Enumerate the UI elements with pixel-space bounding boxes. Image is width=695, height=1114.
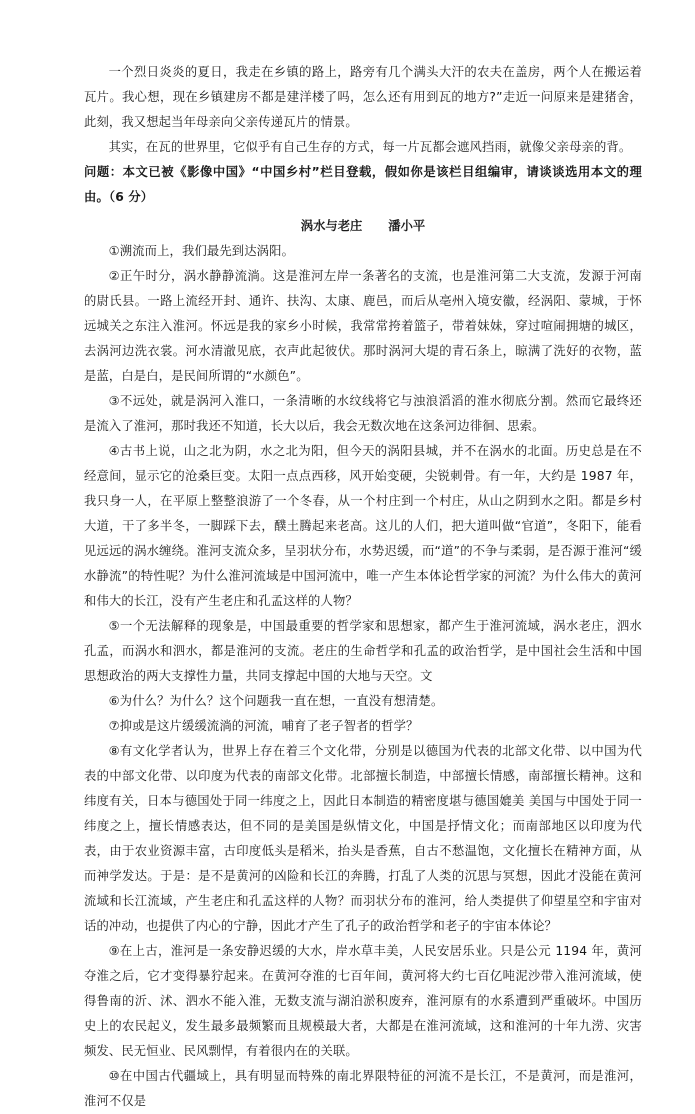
document-page [84, 60, 642, 1114]
article-paragraph-5: ⑤一个无法解释的现象是，中国最重要的哲学家和思想家，都产生于淮河流域，涡水老庄，泗水孔孟，而涡水和泗水，都是淮河的支流。老庄的生命哲学和孔孟的政治哲学，是中国社会生活和中国思想政治的两大支撑性力量，共同支撑起中国的大地与天空。文 [84, 619, 642, 683]
article-paragraph-6: ⑥为什么？为什么？这个问题我一直在想，一直没有想清楚。 [108, 694, 444, 708]
question-text: 问题：本文已被《影像中国》“中国乡村”栏目登载，假如你是该栏目组编审，请谈谈选用本文的理由。（6 分） [84, 165, 642, 204]
article-paragraph-2: ②正午时分，涡水静静流淌。这是淮河左岸一条著名的支流，也是淮河第二大支流，发源于河南的尉氏县。一路上流经开封、通许、扶沟、太康、鹿邑，而后从亳州入境安徽，经涡阳、蒙城，于怀远城关之东注入淮河。怀远是我的家乡小时候，我常常挎着篮子，带着妹妹，穿过喧闹拥塘的城区，去涡河边洗衣裳。河水清澈见底，衣声此起彼伏。那时涡河大堤的青石条上，晾满了洗好的衣物，蓝是蓝，白是白，是民间所谓的“水颜色”。 [84, 269, 642, 383]
intro-paragraph-2: 其实，在瓦的世界里，它似乎有自己生存的方式，每一片瓦都会遮风挡雨，就像父亲母亲的背。 [108, 140, 632, 154]
article-paragraph-9: ⑨在上古，淮河是一条安静迟缓的大水，岸水草丰美，人民安居乐业。只是公元 1194 年，黄河夺淮之后，它才变得暴狞起来。在黄河夺淮的七百年间，黄河将大约七百亿吨泥沙带入淮河流域，使得鲁南的沂、沭、泗水不能入淮，无数支流与湖泊淤积废弃，淮河原有的水系遭到严重破坏。中国历史上的农民起义，发生最多最频繁而且规模最大者，大都是在淮河流域，这和淮河的十年九涝、灾害频发、民无恒业、民风剽悍，有着很内在的关联。 [84, 944, 642, 1058]
article-paragraph-4: ④古书上说，山之北为阴，水之北为阳，但今天的涡阳县城，并不在涡水的北面。历史总是在不经意间，显示它的沧桑巨变。太阳一点点西移，风开始变硬，尖锐刺骨。有一年，大约是 1987 年，我只身一人，在平原上整整浪游了一个冬春，从一个村庄到一个村庄，从山之阴到水之阳。都是乡村大道，干了多半冬，一脚踩下去，醭土腾起来老高。这儿的人们，把大道叫做“官道”，冬阳下，能看见远远的涡水缠绕。淮河支流众多，呈羽状分布，水势迟缓，而“道”的不争与柔弱，是否源于淮河“缓水静流”的特性呢？为什么淮河流域是中国河流中，唯一产生本体论哲学家的河流？为什么伟大的黄河和伟大的长江，没有产生老庄和孔孟这样的人物？ [84, 444, 642, 608]
article-paragraph-10: ⑩在中国古代疆域上，具有明显而特殊的南北界限特征的河流不是长江，不是黄河，而是淮河，淮河不仅是 [84, 1069, 642, 1108]
article-paragraph-1: ①溯流而上，我们最先到达涡阳。 [108, 244, 295, 258]
article-heading [84, 214, 642, 239]
article-paragraph-7: ⑦抑或是这片缓缓流淌的河流，哺育了老子智者的哲学？ [108, 719, 419, 733]
article-author: 潘小平 [388, 219, 426, 233]
article-title: 涡水与老庄 [300, 219, 363, 233]
intro-paragraph-1: 一个烈日炎炎的夏日，我走在乡镇的路上，路旁有几个满头大汗的农夫在盖房，两个人在搬运着瓦片。我心想，现在乡镇建房不都是建洋楼了吗，怎么还有用到瓦的地方?”走近一问原来是建猪舍，此刻，我又想起当年母亲向父亲传递瓦片的情景。 [84, 65, 642, 129]
article-paragraph-8: ⑧有文化学者认为，世界上存在着三个文化带，分别是以德国为代表的北部文化带、以中国为代表的中部文化带、以印度为代表的南部文化带。北部擅长制造，中部擅长情感，南部擅长精神。这和纬度有关，日本与德国处于同一纬度之上，因此日本制造的精密度堪与德国媲美 美国与中国处于同一纬度之上，擅长情感表达，但不同的是美国是纵情文化，中国是抒情文化；而南部地区以印度为代表，由于农业资源丰富，古印度低头是稻米，抬头是香蕉，自古不愁温饱，文化擅长在精神方面，从而神学发达。于是：是不是黄河的凶险和长江的奔腾，打乱了人类的沉思与冥想，因此才没能在黄河流域和长江流域，产生老庄和孔孟这样的人物？而羽状分布的淮河，给人类提供了仰望星空和宇宙对话的冲动，也提供了内心的宁静，因此才产生了孔子的政治哲学和老子的宇宙本体论？ [84, 744, 642, 933]
article-paragraph-3: ③不远处，就是涡河入淮口，一条清晰的水纹线将它与浊浪滔滔的淮水彻底分割。然而它最终还是流入了淮河，那时我还不知道，长大以后，我会无数次地在这条河边徘徊、思索。 [84, 394, 642, 433]
